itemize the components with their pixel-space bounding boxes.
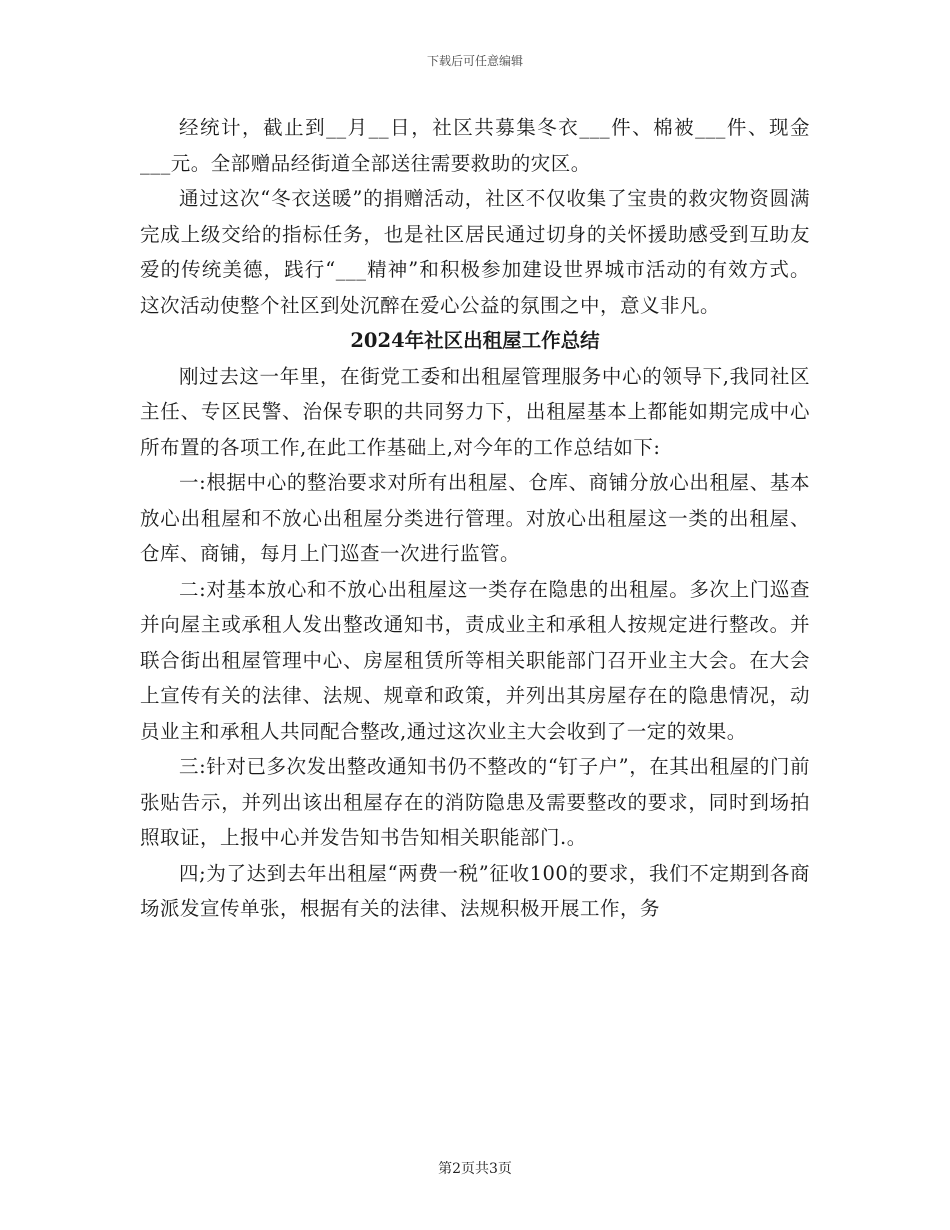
paragraph-point-two: 二:对基本放心和不放心出租屋这一类存在隐患的出租屋。多次上门巡查并向屋主或承租人发出整改通知书，责成业主和承租人按规定进行整改。并联合街出租屋管理中心、房屋租赁所等相关职能部门召开业主大会。在大会上宣传有关的法律、法规、规章和政策，并列出其房屋存在的隐患情况，动员业主和承租人共同配合整改,通过这次业主大会收到了一定的效果。 [140, 577, 810, 743]
paragraph-intro: 刚过去这一年里，在街党工委和出租屋管理服务中心的领导下,我同社区主任、专区民警、治保专职的共同努力下，出租屋基本上都能如期完成中心所布置的各项工作,在此工作基础上,对今年的工作总结如下: [140, 364, 810, 459]
paragraph-point-one: 一:根据中心的整治要求对所有出租屋、仓库、商铺分放心出租屋、基本放心出租屋和不放心出租屋分类进行管理。对放心出租屋这一类的出租屋、仓库、商铺，每月上门巡查一次进行监管。 [140, 471, 810, 565]
paragraph-point-three: 三:针对已多次发出整改通知书仍不整改的“钉子户”，在其出租屋的门前张贴告示，并列出该出租屋存在的消防隐患及需要整改的要求，同时到场拍照取证，上报中心并发告知书告知相关职能部门.。 [140, 755, 810, 849]
document-body [140, 110, 810, 927]
paragraph-point-four: 四;为了达到去年出租屋“两费一税”征收100的要求，我们不定期到各商场派发宣传单张，根据有关的法律、法规积极开展工作，务 [140, 861, 810, 920]
paragraph-donation-significance: 通过这次“冬衣送暖”的捐赠活动，社区不仅收集了宝贵的救灾物资圆满完成上级交给的指标任务，也是社区居民通过切身的关怀援助感受到互助友爱的传统美德，践行“___精神”和积极参加建设世界城市活动的有效方式。这次活动使整个社区到处沉醉在爱心公益的氛围之中，意义非凡。 [140, 187, 810, 317]
paragraph-donation-stats: 经统计，截止到__月__日，社区共募集冬衣___件、棉被___件、现金___元。全部赠品经街道全部送往需要救助的灾区。 [140, 116, 810, 175]
section-title: 2024年社区出租屋工作总结 [350, 329, 600, 352]
page-number: 第2页共3页 [438, 1161, 512, 1177]
page-header: 下载后可任意编辑 [426, 54, 523, 68]
